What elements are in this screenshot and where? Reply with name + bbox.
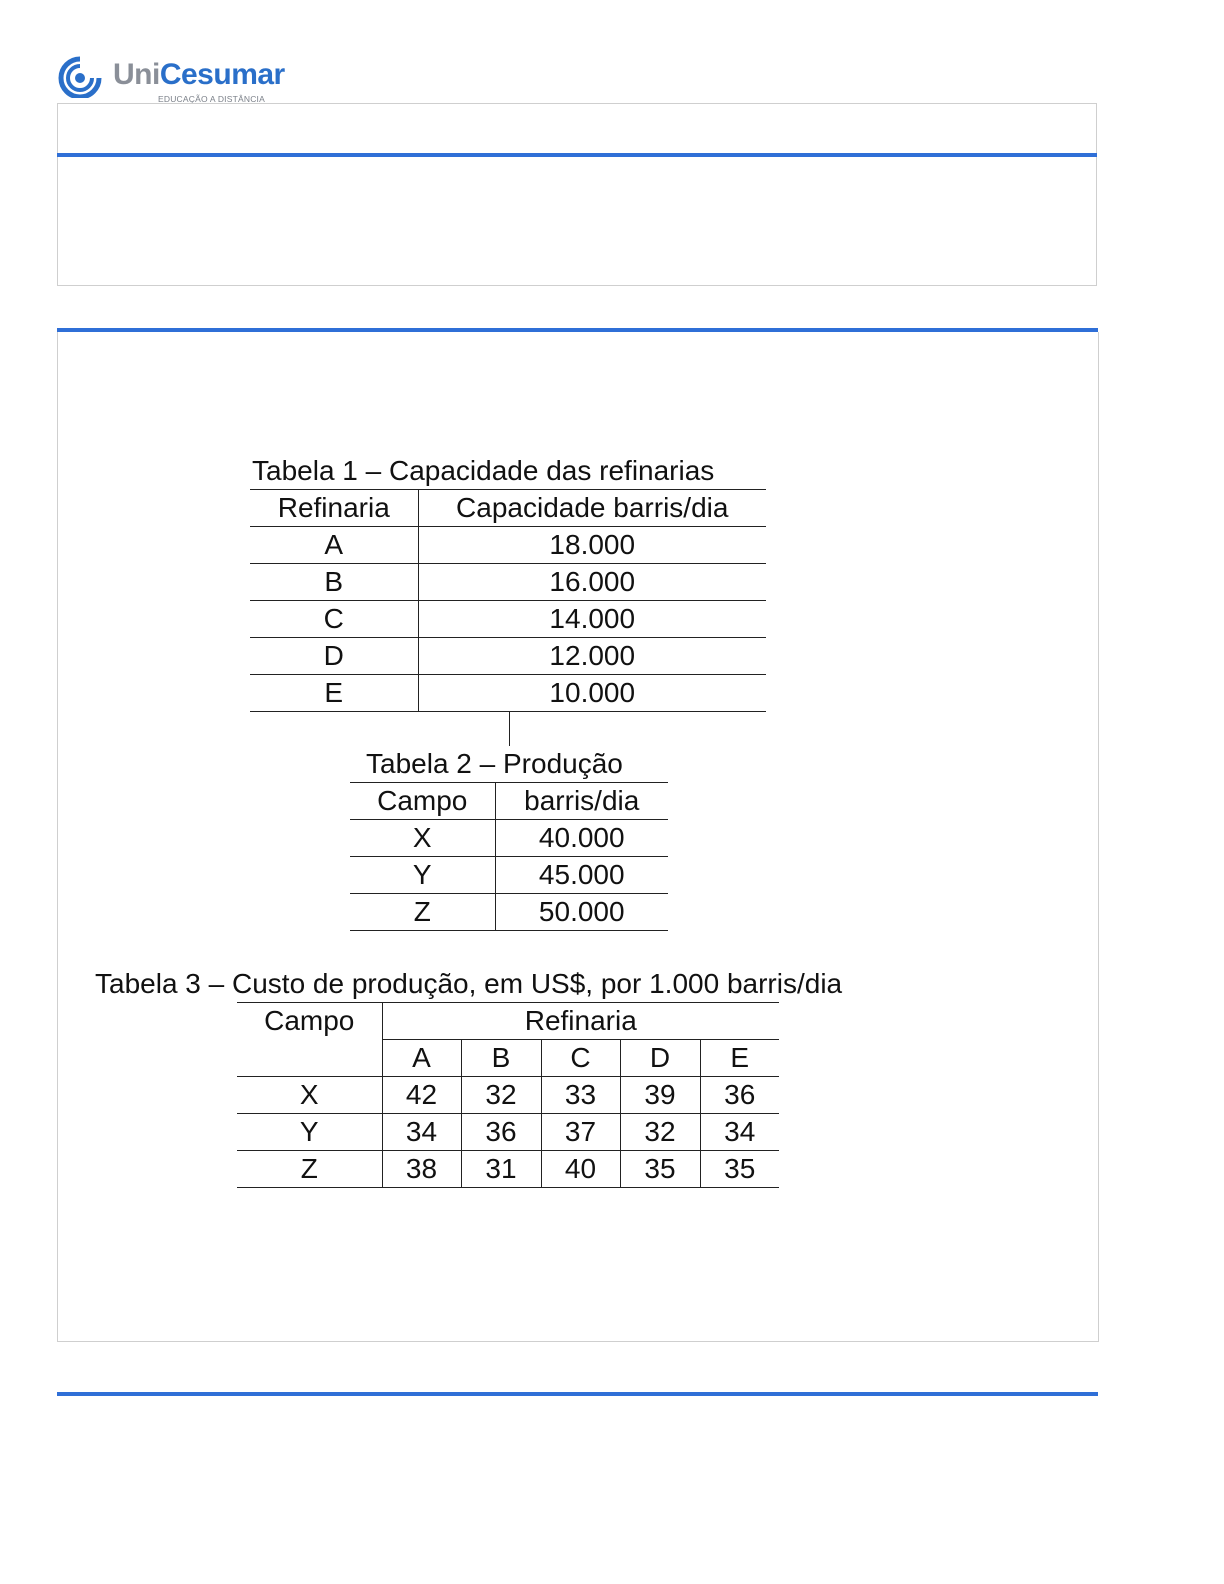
table3-header-a: A [382, 1040, 461, 1077]
table1-header-capacidade: Capacidade barris/dia [418, 490, 766, 527]
table-cell: 50.000 [495, 894, 668, 931]
table-cell: 37 [541, 1114, 620, 1151]
table-cell: 39 [620, 1077, 700, 1114]
table-cell: 45.000 [495, 857, 668, 894]
table-cell: 42 [382, 1077, 461, 1114]
table2-caption: Tabela 2 – Produção [366, 748, 623, 779]
table-row [250, 675, 766, 712]
table-row [250, 564, 766, 601]
unicesumar-logo [57, 56, 297, 106]
table1-header-refinaria: Refinaria [250, 490, 418, 527]
table3-header-e: E [700, 1040, 779, 1077]
logo-subtitle: EDUCAÇÃO A DISTÂNCIA [158, 94, 265, 104]
table-cell: 34 [382, 1114, 461, 1151]
table-cell: 38 [382, 1151, 461, 1188]
table-cell: 35 [620, 1151, 700, 1188]
table-cell: 34 [700, 1114, 779, 1151]
table-cell: C [250, 601, 418, 638]
table-cell: 40 [541, 1151, 620, 1188]
table2-header-campo: Campo [350, 783, 495, 820]
table-cell: Y [237, 1114, 382, 1151]
table-row [350, 857, 668, 894]
table-cell: 36 [700, 1077, 779, 1114]
table-cell: 14.000 [418, 601, 766, 638]
table-cell: D [250, 638, 418, 675]
table-row [350, 783, 668, 820]
table-cell: X [237, 1077, 382, 1114]
table-cell: Z [237, 1151, 382, 1188]
table-cell: 18.000 [418, 527, 766, 564]
table3-header-c: C [541, 1040, 620, 1077]
table-divider-tick [509, 712, 510, 746]
table-row [237, 1151, 779, 1188]
table-cell: 40.000 [495, 820, 668, 857]
table-cell: X [350, 820, 495, 857]
table-cell: 35 [700, 1151, 779, 1188]
logo-wordmark: UniCesumar [113, 58, 285, 91]
table-row [350, 820, 668, 857]
table-cell: B [250, 564, 418, 601]
table-cell: 16.000 [418, 564, 766, 601]
table3-header-campo: Campo [237, 1003, 382, 1077]
table-row [237, 1003, 779, 1040]
table-row [250, 527, 766, 564]
table2 [350, 782, 668, 931]
table-cell: A [250, 527, 418, 564]
table1 [250, 489, 766, 712]
footer-bar [57, 1392, 1098, 1396]
table-row [250, 638, 766, 675]
table-row [250, 490, 766, 527]
table-cell: E [250, 675, 418, 712]
table-cell: 32 [620, 1114, 700, 1151]
table-cell: 12.000 [418, 638, 766, 675]
table3-caption: Tabela 3 – Custo de produção, em US$, por 1.000 barris/dia [95, 968, 843, 999]
table-cell: 36 [461, 1114, 541, 1151]
table-cell: 10.000 [418, 675, 766, 712]
table3 [237, 1002, 779, 1188]
table-cell: 33 [541, 1077, 620, 1114]
table-row [350, 894, 668, 931]
header-box [57, 103, 1097, 286]
unicesumar-logo-icon [57, 56, 103, 98]
table-row [237, 1114, 779, 1151]
table-cell: Y [350, 857, 495, 894]
table1-caption: Tabela 1 – Capacidade das refinarias [252, 455, 715, 486]
table2-header-barris: barris/dia [495, 783, 668, 820]
header-divider [57, 153, 1097, 157]
table3-header-b: B [461, 1040, 541, 1077]
table-cell: 32 [461, 1077, 541, 1114]
table-cell: 31 [461, 1151, 541, 1188]
table3-header-d: D [620, 1040, 700, 1077]
table-row [237, 1077, 779, 1114]
table3-header-refinaria: Refinaria [382, 1003, 779, 1040]
table-cell: Z [350, 894, 495, 931]
table-row [250, 601, 766, 638]
